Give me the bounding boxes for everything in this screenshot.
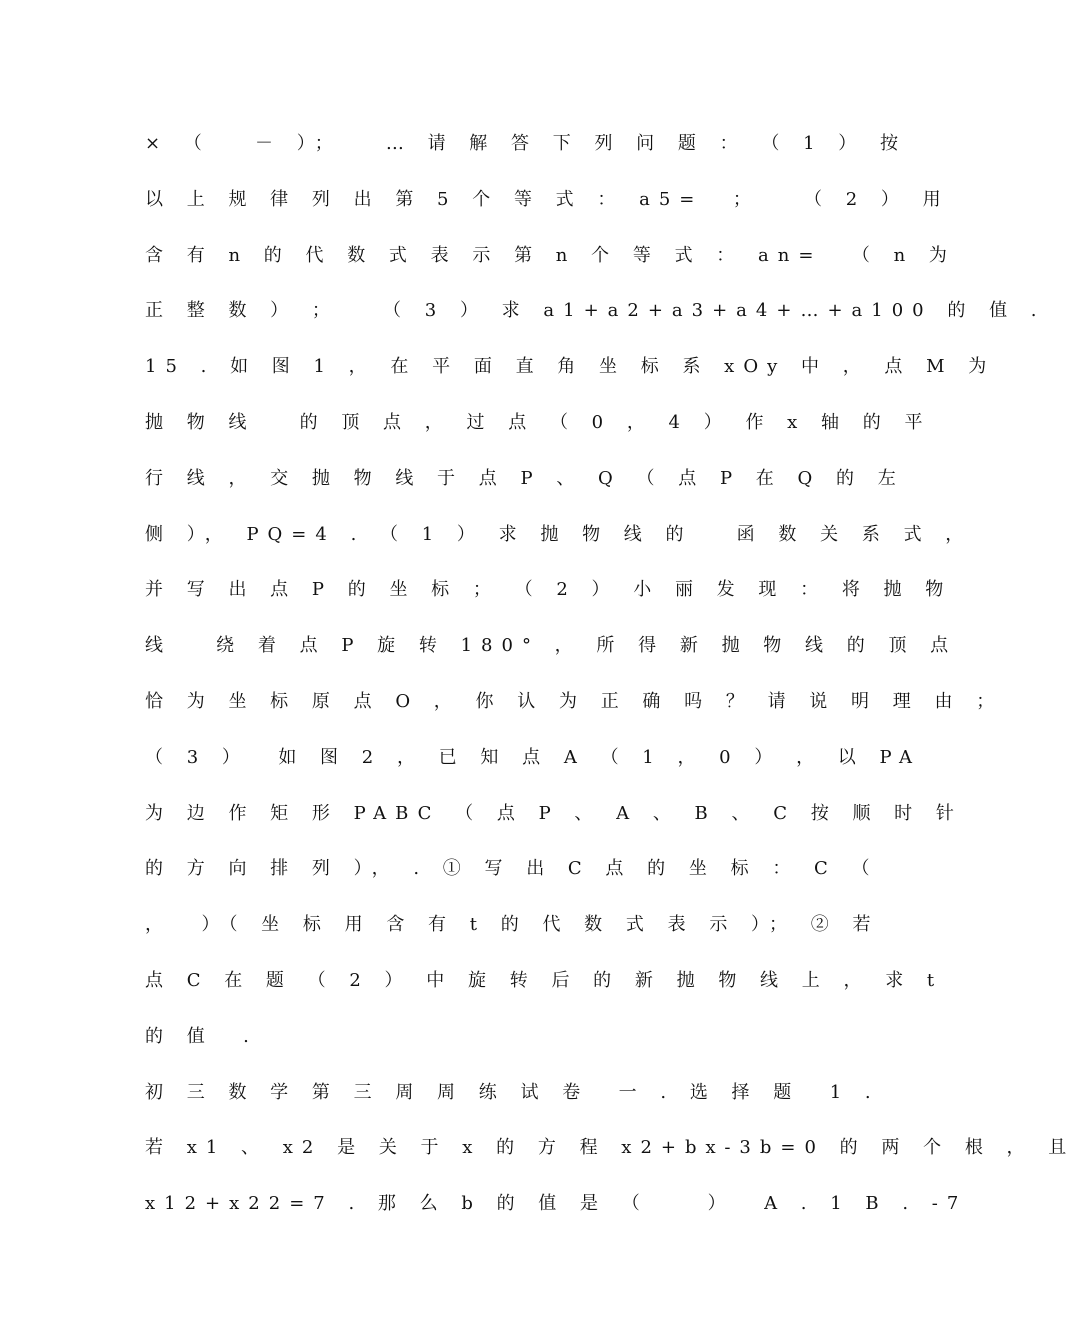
text-line: × （ － ）； … 请 解 答 下 列 问 题 ： （ 1 ） 按 (145, 133, 907, 154)
text-line: （ 3 ） 如 图 2 ， 已 知 点 A （ 1 ， 0 ） ， 以 PA (145, 746, 921, 768)
text-line: 含 有 n 的 代 数 式 表 示 第 n 个 等 式 ： an= （ n 为 (145, 244, 956, 266)
text-line: 恰 为 坐 标 原 点 O ， 你 认 为 正 确 吗 ？ 请 说 明 理 由 ； (145, 690, 1004, 712)
question-15-start: 15 . 如 图 1 ， 在 平 面 直 角 坐 标 系 xOy 中 ， 点 M 为 (145, 356, 996, 378)
text-line: 的 值 . (145, 1025, 258, 1047)
text-line: 为 边 作 矩 形 PABC （ 点 P 、 A 、 B 、 C 按 顺 时 针 (145, 802, 963, 824)
text-line: 并 写 出 点 P 的 坐 标 ； （ 2 ） 小 丽 发 现 ： 将 抛 物 (145, 579, 953, 601)
text-line: 抛 物 线 的 顶 点 ， 过 点 （ 0 ， 4 ） 作 x 轴 的 平 (145, 411, 932, 433)
document-body (145, 126, 1075, 1242)
text-line: 行 线 ， 交 抛 物 线 于 点 P 、 Q （ 点 P 在 Q 的 左 (145, 467, 905, 489)
text-line: 以 上 规 律 列 出 第 5 个 等 式 ： a5= ； （ 2 ） 用 (145, 188, 950, 210)
text-line: 的 方 向 排 列 ）， . ① 写 出 C 点 的 坐 标 ： C （ (145, 858, 879, 880)
text-line: 点 C 在 题 （ 2 ） 中 旋 转 后 的 新 抛 物 线 上 ， 求 t (145, 969, 944, 991)
text-line: 侧 ）， PQ=4 . （ 1 ） 求 抛 物 线 的 函 数 关 系 式 ， (145, 523, 973, 545)
text-line: x12+x22=7 . 那 么 b 的 值 是 （ ） A . 1 B . -7 (145, 1193, 968, 1215)
text-line: ， ）（ 坐 标 用 含 有 t 的 代 数 式 表 示 ）； ② 若 (145, 914, 880, 936)
text-line: 若 x1 、 x2 是 关 于 x 的 方 程 x2+bx-3b=0 的 两 个 根 ， 且 (145, 1137, 1075, 1159)
text-line: 线 绕 着 点 P 旋 转 180° ， 所 得 新 抛 物 线 的 顶 点 (145, 635, 958, 657)
text-line: 正 整 数 ） ； （ 3 ） 求 a1+a2+a3+a4+…+a100 的 值 . (145, 300, 1046, 322)
section-heading: 初 三 数 学 第 三 周 周 练 试 卷 一 . 选 择 题 1 . (145, 1081, 880, 1103)
